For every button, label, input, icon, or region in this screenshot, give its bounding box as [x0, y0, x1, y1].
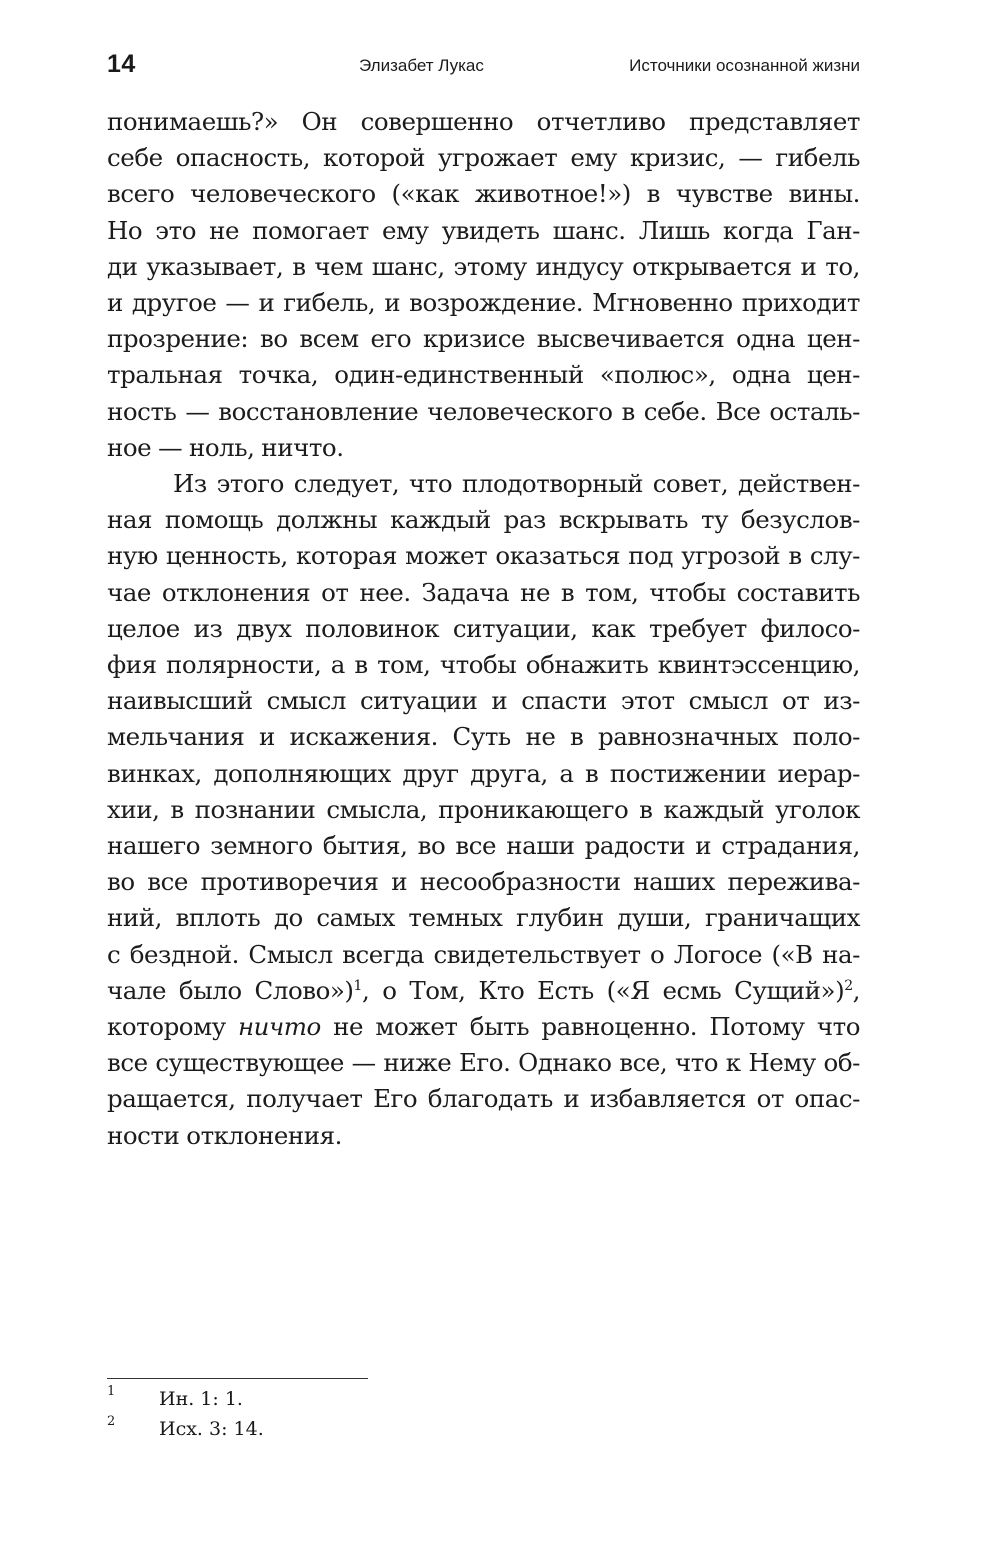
- footnotes: [107, 1384, 607, 1448]
- emphasis-text: ничто: [237, 1012, 321, 1042]
- footnote-marker: 2: [107, 1414, 116, 1429]
- text-line: ращается, получает Его благодать и избавляется от опас-: [107, 1084, 860, 1114]
- footnote-2: [107, 1414, 607, 1448]
- text-line: с бездной. Смысл всегда свидетельствует о Логосе («В на-: [107, 939, 860, 969]
- running-book-title: Источники осознанной жизни: [629, 56, 860, 75]
- footnote-text: Ин. 1: 1.: [159, 1388, 243, 1410]
- text-line: всего человеческого («как животное!») в чувстве вины.: [107, 179, 860, 209]
- running-author: Элизабет Лукас: [359, 56, 484, 75]
- text-line: понимаешь?» Он совершенно отчетливо представляет: [107, 107, 860, 136]
- text-line: себе опасность, которой угрожает ему кризис, — гибель: [107, 143, 860, 173]
- text-segment: чале было Слово»): [107, 975, 354, 1005]
- body-text: [107, 104, 860, 1154]
- text-line: хии, в познании смысла, проникающего в каждый уголок: [107, 794, 860, 824]
- text-line: ную ценность, которая может оказаться под угрозой в слу-: [107, 541, 860, 571]
- text-line: нашего земного бытия, во все наши радости и страдания,: [107, 831, 860, 861]
- text-line-with-emphasis: [107, 1009, 860, 1045]
- text-line: прозрение: во всем его кризисе высвечивается одна цен-: [107, 324, 860, 354]
- text-line: ная помощь должны каждый раз вскрывать ту безуслов-: [107, 505, 860, 535]
- page-number: 14: [107, 50, 136, 78]
- paragraph-1: [107, 104, 860, 466]
- text-segment: которому: [107, 1012, 238, 1042]
- text-line: ность — восстановление человеческого в себе. Все осталь-: [107, 396, 860, 426]
- footnote-divider: [107, 1378, 368, 1379]
- text-line-with-footnote-refs: [107, 973, 860, 1009]
- text-line: тральная точка, один-единственный «полюс», одна цен-: [107, 360, 860, 390]
- text-line: ди указывает, в чем шанс, этому индусу открывается и то,: [107, 251, 860, 281]
- text-line: ний, вплоть до самых темных глубин души, граничащих: [107, 903, 860, 933]
- paragraph-2: [107, 466, 860, 1154]
- footnote-1: [107, 1384, 607, 1418]
- footnote-ref-1[interactable]: 1: [353, 977, 363, 994]
- footnote-ref-2[interactable]: 2: [844, 977, 853, 994]
- text-line: во все противоречия и несообразности наших пережива-: [107, 867, 860, 897]
- text-line: ности отклонения.: [107, 1120, 342, 1150]
- text-line: винках, дополняющих друг друга, а в постижении иерар-: [107, 758, 860, 788]
- text-line: все существующее — ниже Его. Однако все, что к Нему об-: [107, 1048, 860, 1078]
- text-line: фия полярности, а в том, чтобы обнажить квинтэссенцию,: [107, 650, 860, 680]
- text-segment: ,: [852, 975, 860, 1005]
- running-header: [107, 50, 860, 84]
- text-line: мельчания и искажения. Суть не в равнозначных поло-: [107, 722, 860, 752]
- text-line: ное — ноль, ничто.: [107, 432, 344, 462]
- text-line: чае отклонения от нее. Задача не в том, чтобы составить: [107, 577, 860, 607]
- text-segment: , о Том, Кто Есть («Я есмь Сущий»): [362, 975, 845, 1005]
- text-segment: не может быть равноценно. Потому что: [320, 1012, 860, 1042]
- footnote-text: Исх. 3: 14.: [159, 1418, 264, 1440]
- text-line: наивысший смысл ситуации и спасти этот смысл от из-: [107, 686, 860, 716]
- text-line: целое из двух половинок ситуации, как требует филосо-: [107, 613, 860, 643]
- text-line: Но это не помогает ему увидеть шанс. Лишь когда Ган-: [107, 215, 860, 245]
- text-line: и другое — и гибель, и возрождение. Мгновенно приходит: [107, 288, 860, 318]
- footnote-marker: 1: [107, 1384, 116, 1399]
- text-line: Из этого следует, что плодотворный совет, действен-: [173, 469, 860, 499]
